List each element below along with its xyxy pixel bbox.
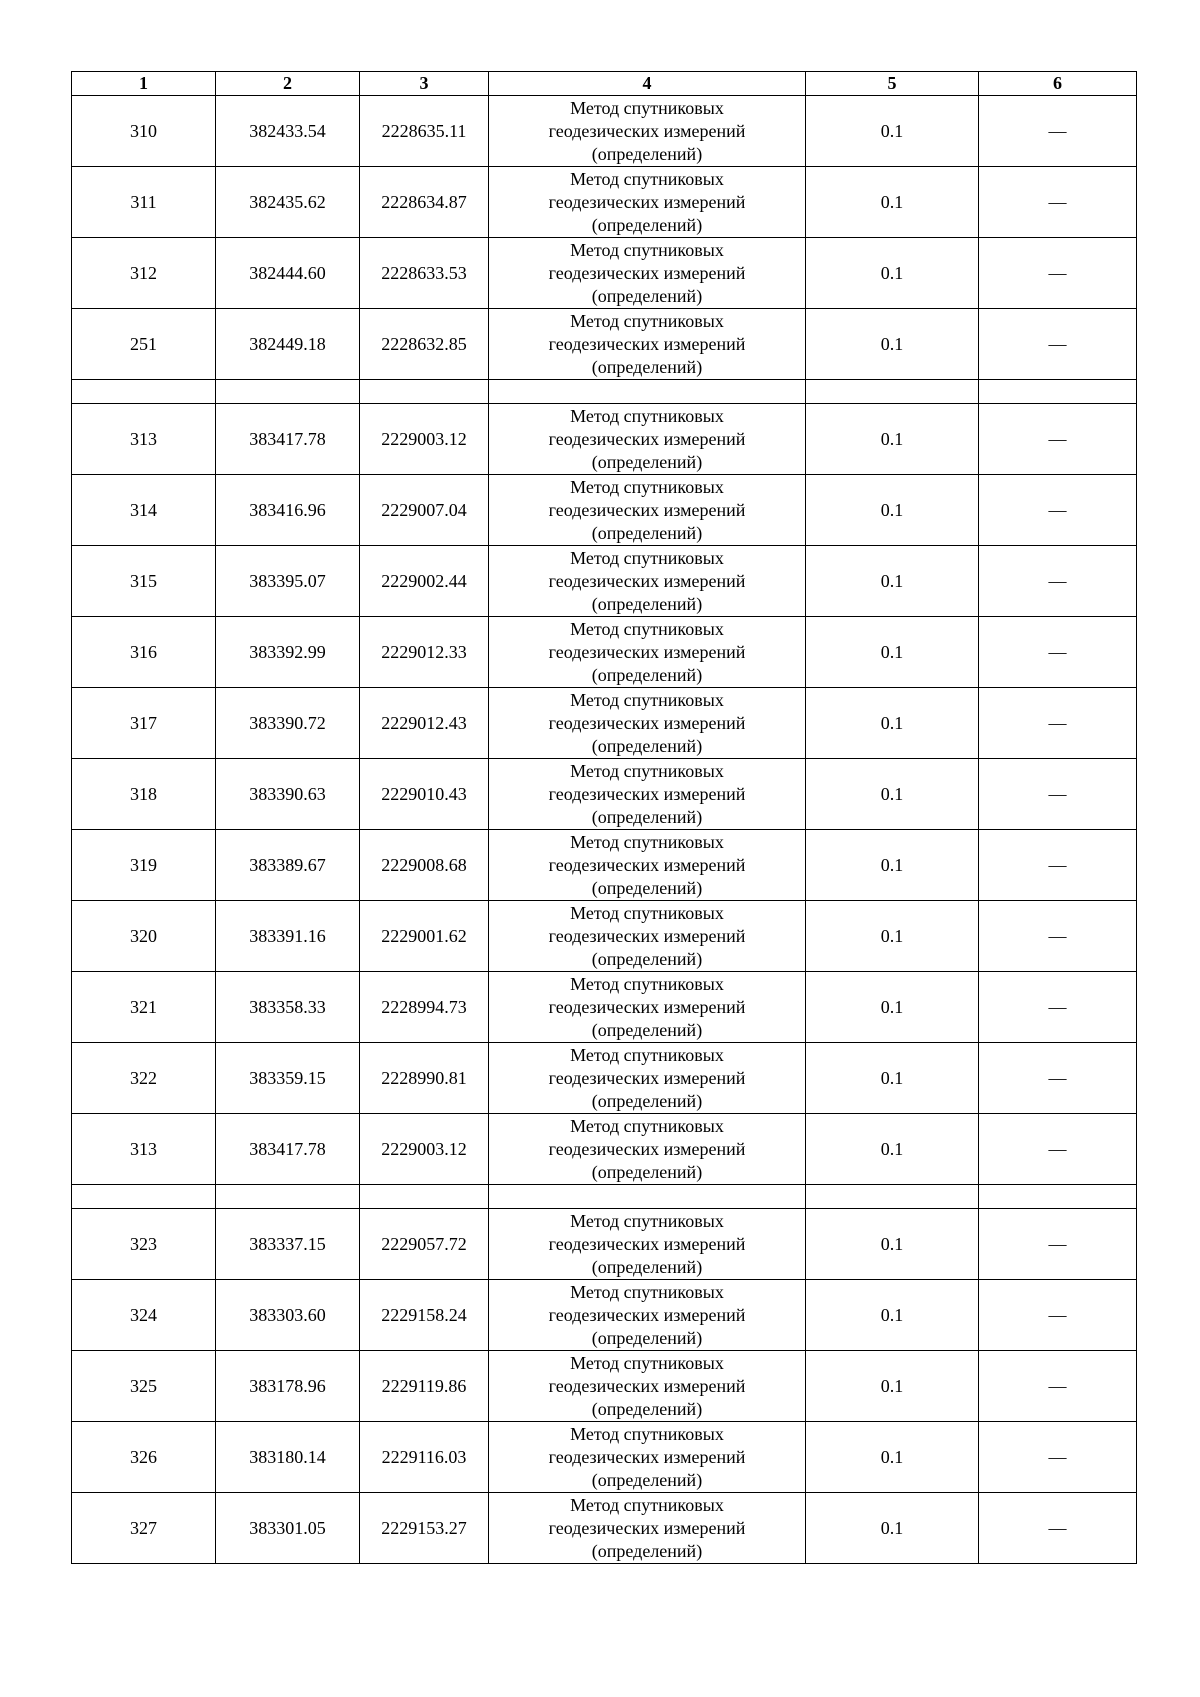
accuracy-cell: 0.1 (806, 1351, 979, 1422)
empty-cell (979, 380, 1137, 404)
method-line: (определений) (591, 593, 703, 614)
point-number-cell: 312 (72, 238, 216, 309)
empty-cell (360, 1185, 489, 1209)
point-number-cell: 326 (72, 1422, 216, 1493)
method-line: (определений) (591, 522, 703, 543)
column-header-3: 3 (360, 72, 489, 96)
table-row (72, 972, 1137, 1043)
empty-cell (489, 1185, 806, 1209)
x-coordinate-cell: 382444.60 (216, 238, 360, 309)
table-row (72, 404, 1137, 475)
accuracy-cell: 0.1 (806, 546, 979, 617)
method-cell (489, 404, 806, 475)
method-cell (489, 309, 806, 380)
x-coordinate-cell: 382433.54 (216, 96, 360, 167)
accuracy-cell: 0.1 (806, 309, 979, 380)
point-number-cell: 311 (72, 167, 216, 238)
x-coordinate-cell: 383395.07 (216, 546, 360, 617)
note-cell: — (979, 1493, 1137, 1564)
table-row (72, 1043, 1137, 1114)
accuracy-cell: 0.1 (806, 688, 979, 759)
y-coordinate-cell: 2229002.44 (360, 546, 489, 617)
x-coordinate-cell: 383389.67 (216, 830, 360, 901)
x-coordinate-cell: 383390.63 (216, 759, 360, 830)
point-number-cell: 315 (72, 546, 216, 617)
point-number-cell: 313 (72, 1114, 216, 1185)
x-coordinate-cell: 383390.72 (216, 688, 360, 759)
note-cell: — (979, 688, 1137, 759)
method-line: геодезических измерений (548, 1233, 746, 1254)
method-line: Метод спутниковых (570, 902, 724, 923)
table-row (72, 688, 1137, 759)
note-cell: — (979, 238, 1137, 309)
y-coordinate-cell: 2228994.73 (360, 972, 489, 1043)
method-line: Метод спутниковых (570, 168, 724, 189)
method-cell (489, 1209, 806, 1280)
point-number-cell: 327 (72, 1493, 216, 1564)
point-number-cell: 313 (72, 404, 216, 475)
table-row (72, 238, 1137, 309)
method-line: Метод спутниковых (570, 310, 724, 331)
accuracy-cell: 0.1 (806, 1209, 979, 1280)
y-coordinate-cell: 2229007.04 (360, 475, 489, 546)
x-coordinate-cell: 383391.16 (216, 901, 360, 972)
y-coordinate-cell: 2228633.53 (360, 238, 489, 309)
x-coordinate-cell: 383417.78 (216, 404, 360, 475)
accuracy-cell: 0.1 (806, 759, 979, 830)
note-cell: — (979, 1209, 1137, 1280)
point-number-cell: 316 (72, 617, 216, 688)
y-coordinate-cell: 2228634.87 (360, 167, 489, 238)
method-cell (489, 1280, 806, 1351)
method-line: (определений) (591, 735, 703, 756)
group-separator-row (72, 380, 1137, 404)
method-cell (489, 1043, 806, 1114)
group-separator-row (72, 1185, 1137, 1209)
note-cell: — (979, 309, 1137, 380)
point-number-cell: 323 (72, 1209, 216, 1280)
y-coordinate-cell: 2229012.33 (360, 617, 489, 688)
method-cell (489, 901, 806, 972)
x-coordinate-cell: 383358.33 (216, 972, 360, 1043)
table-row (72, 1209, 1137, 1280)
point-number-cell: 319 (72, 830, 216, 901)
column-header-5: 5 (806, 72, 979, 96)
x-coordinate-cell: 383359.15 (216, 1043, 360, 1114)
method-line: геодезических измерений (548, 428, 746, 449)
method-line: Метод спутниковых (570, 831, 724, 852)
method-line: (определений) (591, 664, 703, 685)
method-cell (489, 1422, 806, 1493)
note-cell: — (979, 1280, 1137, 1351)
method-line: (определений) (591, 1469, 703, 1490)
column-header-2: 2 (216, 72, 360, 96)
document-page (71, 71, 1136, 1564)
table-row (72, 1280, 1137, 1351)
method-line: (определений) (591, 143, 703, 164)
empty-cell (216, 380, 360, 404)
point-number-cell: 320 (72, 901, 216, 972)
accuracy-cell: 0.1 (806, 1422, 979, 1493)
accuracy-cell: 0.1 (806, 404, 979, 475)
method-line: Метод спутниковых (570, 476, 724, 497)
accuracy-cell: 0.1 (806, 1114, 979, 1185)
point-number-cell: 318 (72, 759, 216, 830)
method-cell (489, 830, 806, 901)
point-number-cell: 310 (72, 96, 216, 167)
point-number-cell: 325 (72, 1351, 216, 1422)
x-coordinate-cell: 383178.96 (216, 1351, 360, 1422)
x-coordinate-cell: 383303.60 (216, 1280, 360, 1351)
note-cell: — (979, 1043, 1137, 1114)
method-line: Метод спутниковых (570, 97, 724, 118)
column-header-6: 6 (979, 72, 1137, 96)
method-line: геодезических измерений (548, 1138, 746, 1159)
method-cell (489, 1351, 806, 1422)
method-line: геодезических измерений (548, 570, 746, 591)
empty-cell (72, 380, 216, 404)
method-line: геодезических измерений (548, 641, 746, 662)
note-cell: — (979, 759, 1137, 830)
empty-cell (489, 380, 806, 404)
table-row (72, 1114, 1137, 1185)
point-number-cell: 324 (72, 1280, 216, 1351)
point-number-cell: 322 (72, 1043, 216, 1114)
method-line: Метод спутниковых (570, 1352, 724, 1373)
method-cell (489, 617, 806, 688)
y-coordinate-cell: 2229001.62 (360, 901, 489, 972)
method-line: (определений) (591, 1540, 703, 1561)
method-line: (определений) (591, 1327, 703, 1348)
point-number-cell: 251 (72, 309, 216, 380)
table-row (72, 546, 1137, 617)
method-line: Метод спутниковых (570, 547, 724, 568)
method-line: (определений) (591, 1256, 703, 1277)
x-coordinate-cell: 383392.99 (216, 617, 360, 688)
method-line: (определений) (591, 1090, 703, 1111)
y-coordinate-cell: 2229008.68 (360, 830, 489, 901)
method-line: геодезических измерений (548, 996, 746, 1017)
column-header-1: 1 (72, 72, 216, 96)
method-cell (489, 1493, 806, 1564)
method-cell (489, 167, 806, 238)
method-line: Метод спутниковых (570, 1115, 724, 1136)
note-cell: — (979, 96, 1137, 167)
accuracy-cell: 0.1 (806, 167, 979, 238)
method-line: Метод спутниковых (570, 1210, 724, 1231)
column-header-4: 4 (489, 72, 806, 96)
method-line: геодезических измерений (548, 333, 746, 354)
table-row (72, 901, 1137, 972)
coordinates-table (71, 71, 1137, 1564)
note-cell: — (979, 404, 1137, 475)
method-line: (определений) (591, 285, 703, 306)
table-row (72, 96, 1137, 167)
method-cell (489, 238, 806, 309)
accuracy-cell: 0.1 (806, 830, 979, 901)
method-line: Метод спутниковых (570, 405, 724, 426)
method-line: (определений) (591, 806, 703, 827)
empty-cell (806, 1185, 979, 1209)
method-line: (определений) (591, 356, 703, 377)
method-line: геодезических измерений (548, 925, 746, 946)
method-line: (определений) (591, 214, 703, 235)
method-line: геодезических измерений (548, 783, 746, 804)
accuracy-cell: 0.1 (806, 901, 979, 972)
empty-cell (72, 1185, 216, 1209)
method-line: Метод спутниковых (570, 239, 724, 260)
method-line: геодезических измерений (548, 1304, 746, 1325)
method-cell (489, 1114, 806, 1185)
method-line: геодезических измерений (548, 120, 746, 141)
x-coordinate-cell: 383180.14 (216, 1422, 360, 1493)
method-line: (определений) (591, 1019, 703, 1040)
y-coordinate-cell: 2228990.81 (360, 1043, 489, 1114)
x-coordinate-cell: 383417.78 (216, 1114, 360, 1185)
note-cell: — (979, 475, 1137, 546)
table-row (72, 1351, 1137, 1422)
accuracy-cell: 0.1 (806, 1493, 979, 1564)
method-line: Метод спутниковых (570, 1044, 724, 1065)
method-line: геодезических измерений (548, 1375, 746, 1396)
method-line: Метод спутниковых (570, 618, 724, 639)
method-line: Метод спутниковых (570, 689, 724, 710)
note-cell: — (979, 830, 1137, 901)
accuracy-cell: 0.1 (806, 475, 979, 546)
table-row (72, 1493, 1137, 1564)
accuracy-cell: 0.1 (806, 1280, 979, 1351)
method-cell (489, 96, 806, 167)
table-row (72, 1422, 1137, 1493)
table-row (72, 475, 1137, 546)
method-line: геодезических измерений (548, 499, 746, 520)
table-row (72, 759, 1137, 830)
y-coordinate-cell: 2229012.43 (360, 688, 489, 759)
method-line: геодезических измерений (548, 1446, 746, 1467)
note-cell: — (979, 972, 1137, 1043)
note-cell: — (979, 167, 1137, 238)
empty-cell (216, 1185, 360, 1209)
method-line: (определений) (591, 1161, 703, 1182)
table-row (72, 309, 1137, 380)
accuracy-cell: 0.1 (806, 1043, 979, 1114)
y-coordinate-cell: 2229057.72 (360, 1209, 489, 1280)
note-cell: — (979, 901, 1137, 972)
method-line: геодезических измерений (548, 712, 746, 733)
point-number-cell: 314 (72, 475, 216, 546)
x-coordinate-cell: 383301.05 (216, 1493, 360, 1564)
empty-cell (979, 1185, 1137, 1209)
method-cell (489, 546, 806, 617)
y-coordinate-cell: 2229003.12 (360, 404, 489, 475)
accuracy-cell: 0.1 (806, 617, 979, 688)
note-cell: — (979, 546, 1137, 617)
x-coordinate-cell: 382449.18 (216, 309, 360, 380)
method-line: (определений) (591, 1398, 703, 1419)
table-row (72, 617, 1137, 688)
table-row (72, 167, 1137, 238)
x-coordinate-cell: 383337.15 (216, 1209, 360, 1280)
point-number-cell: 317 (72, 688, 216, 759)
y-coordinate-cell: 2229003.12 (360, 1114, 489, 1185)
accuracy-cell: 0.1 (806, 238, 979, 309)
method-cell (489, 972, 806, 1043)
method-line: геодезических измерений (548, 854, 746, 875)
method-line: геодезических измерений (548, 1517, 746, 1538)
method-cell (489, 475, 806, 546)
y-coordinate-cell: 2228635.11 (360, 96, 489, 167)
accuracy-cell: 0.1 (806, 972, 979, 1043)
header-row (72, 72, 1137, 96)
note-cell: — (979, 1422, 1137, 1493)
method-line: геодезических измерений (548, 262, 746, 283)
table-body (72, 96, 1137, 1564)
accuracy-cell: 0.1 (806, 96, 979, 167)
y-coordinate-cell: 2229158.24 (360, 1280, 489, 1351)
method-line: (определений) (591, 451, 703, 472)
table-row (72, 830, 1137, 901)
x-coordinate-cell: 383416.96 (216, 475, 360, 546)
y-coordinate-cell: 2229010.43 (360, 759, 489, 830)
note-cell: — (979, 1114, 1137, 1185)
method-line: Метод спутниковых (570, 760, 724, 781)
x-coordinate-cell: 382435.62 (216, 167, 360, 238)
y-coordinate-cell: 2229116.03 (360, 1422, 489, 1493)
note-cell: — (979, 617, 1137, 688)
method-line: (определений) (591, 948, 703, 969)
method-line: Метод спутниковых (570, 1281, 724, 1302)
y-coordinate-cell: 2229119.86 (360, 1351, 489, 1422)
method-line: геодезических измерений (548, 1067, 746, 1088)
method-line: Метод спутниковых (570, 1423, 724, 1444)
note-cell: — (979, 1351, 1137, 1422)
empty-cell (360, 380, 489, 404)
method-line: (определений) (591, 877, 703, 898)
method-line: Метод спутниковых (570, 973, 724, 994)
point-number-cell: 321 (72, 972, 216, 1043)
method-cell (489, 759, 806, 830)
method-line: Метод спутниковых (570, 1494, 724, 1515)
y-coordinate-cell: 2228632.85 (360, 309, 489, 380)
empty-cell (806, 380, 979, 404)
method-line: геодезических измерений (548, 191, 746, 212)
y-coordinate-cell: 2229153.27 (360, 1493, 489, 1564)
method-cell (489, 688, 806, 759)
